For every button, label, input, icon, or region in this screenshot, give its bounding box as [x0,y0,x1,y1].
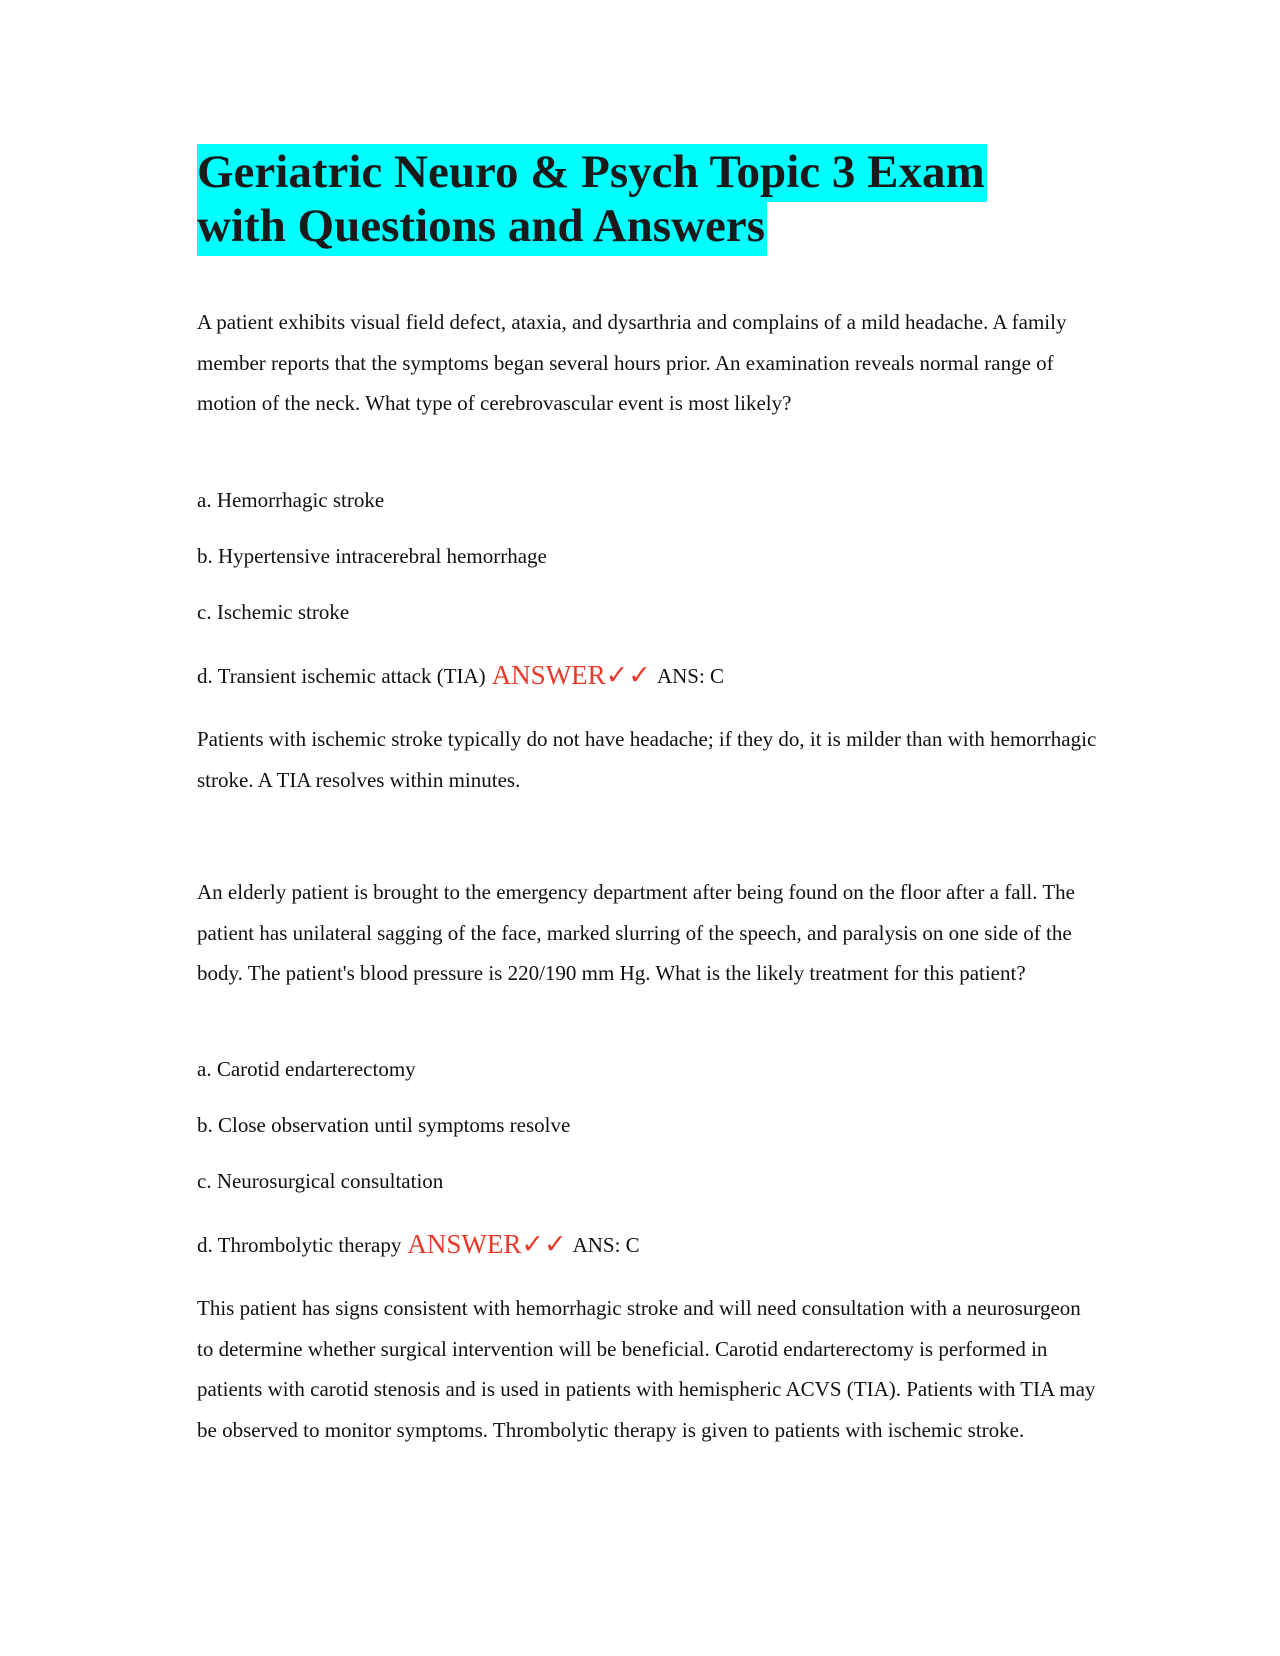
document-title [197,145,987,253]
question-2-option-d-row [197,1228,640,1260]
title-line-1: Geriatric Neuro & Psych Topic 3 Exam [197,144,987,202]
question-2-option-b: b. Close observation until symptoms resolve [197,1113,571,1137]
question-2-answer-code: ANS: C [572,1233,640,1257]
question-2-option-d: d. Thrombolytic therapy [197,1233,402,1257]
question-1-answer-tag: ANSWER✓✓ [491,660,651,690]
question-2-explanation: This patient has signs consistent with hemorrhagic stroke and will need consultation with a neurosurgeon to determine whether surgical intervention will be beneficial. Carotid endarterectomy is performed in patients with carotid stenosis and is used in patients with hemispheric ACVS (TIA). Patients with TIA may be observed to monitor symptoms. Thrombolytic therapy is given to patients with ischemic stroke. [197,1296,1096,1442]
question-2-answer-tag: ANSWER✓✓ [407,1229,567,1259]
question-1-option-d: d. Transient ischemic attack (TIA) [197,664,486,688]
question-1-option-d-row [197,659,724,691]
question-1-option-a: a. Hemorrhagic stroke [197,488,385,512]
question-1-stem: A patient exhibits visual field defect, ataxia, and dysarthria and complains of a mild headache. A family member reports that the symptoms began several hours prior. An examination reveals normal range of motion of the neck. What type of cerebrovascular event is most likely? [197,310,1067,415]
title-line-2: with Questions and Answers [197,198,767,256]
question-1-option-b: b. Hypertensive intracerebral hemorrhage [197,544,547,568]
question-1-option-c: c. Ischemic stroke [197,600,350,624]
question-2-stem: An elderly patient is brought to the emergency department after being found on the floor after a fall. The patient has unilateral sagging of the face, marked slurring of the speech, and paralysis on one side of the body. The patient's blood pressure is 220/190 mm Hg. What is the likely treatment for this patient? [197,880,1076,985]
question-1-explanation: Patients with ischemic stroke typically do not have headache; if they do, it is milder than with hemorrhagic stroke. A TIA resolves within minutes. [197,727,1097,792]
question-1-answer-code: ANS: C [656,664,725,688]
question-2-option-c: c. Neurosurgical consultation [197,1169,444,1193]
question-2-option-a: a. Carotid endarterectomy [197,1057,416,1081]
